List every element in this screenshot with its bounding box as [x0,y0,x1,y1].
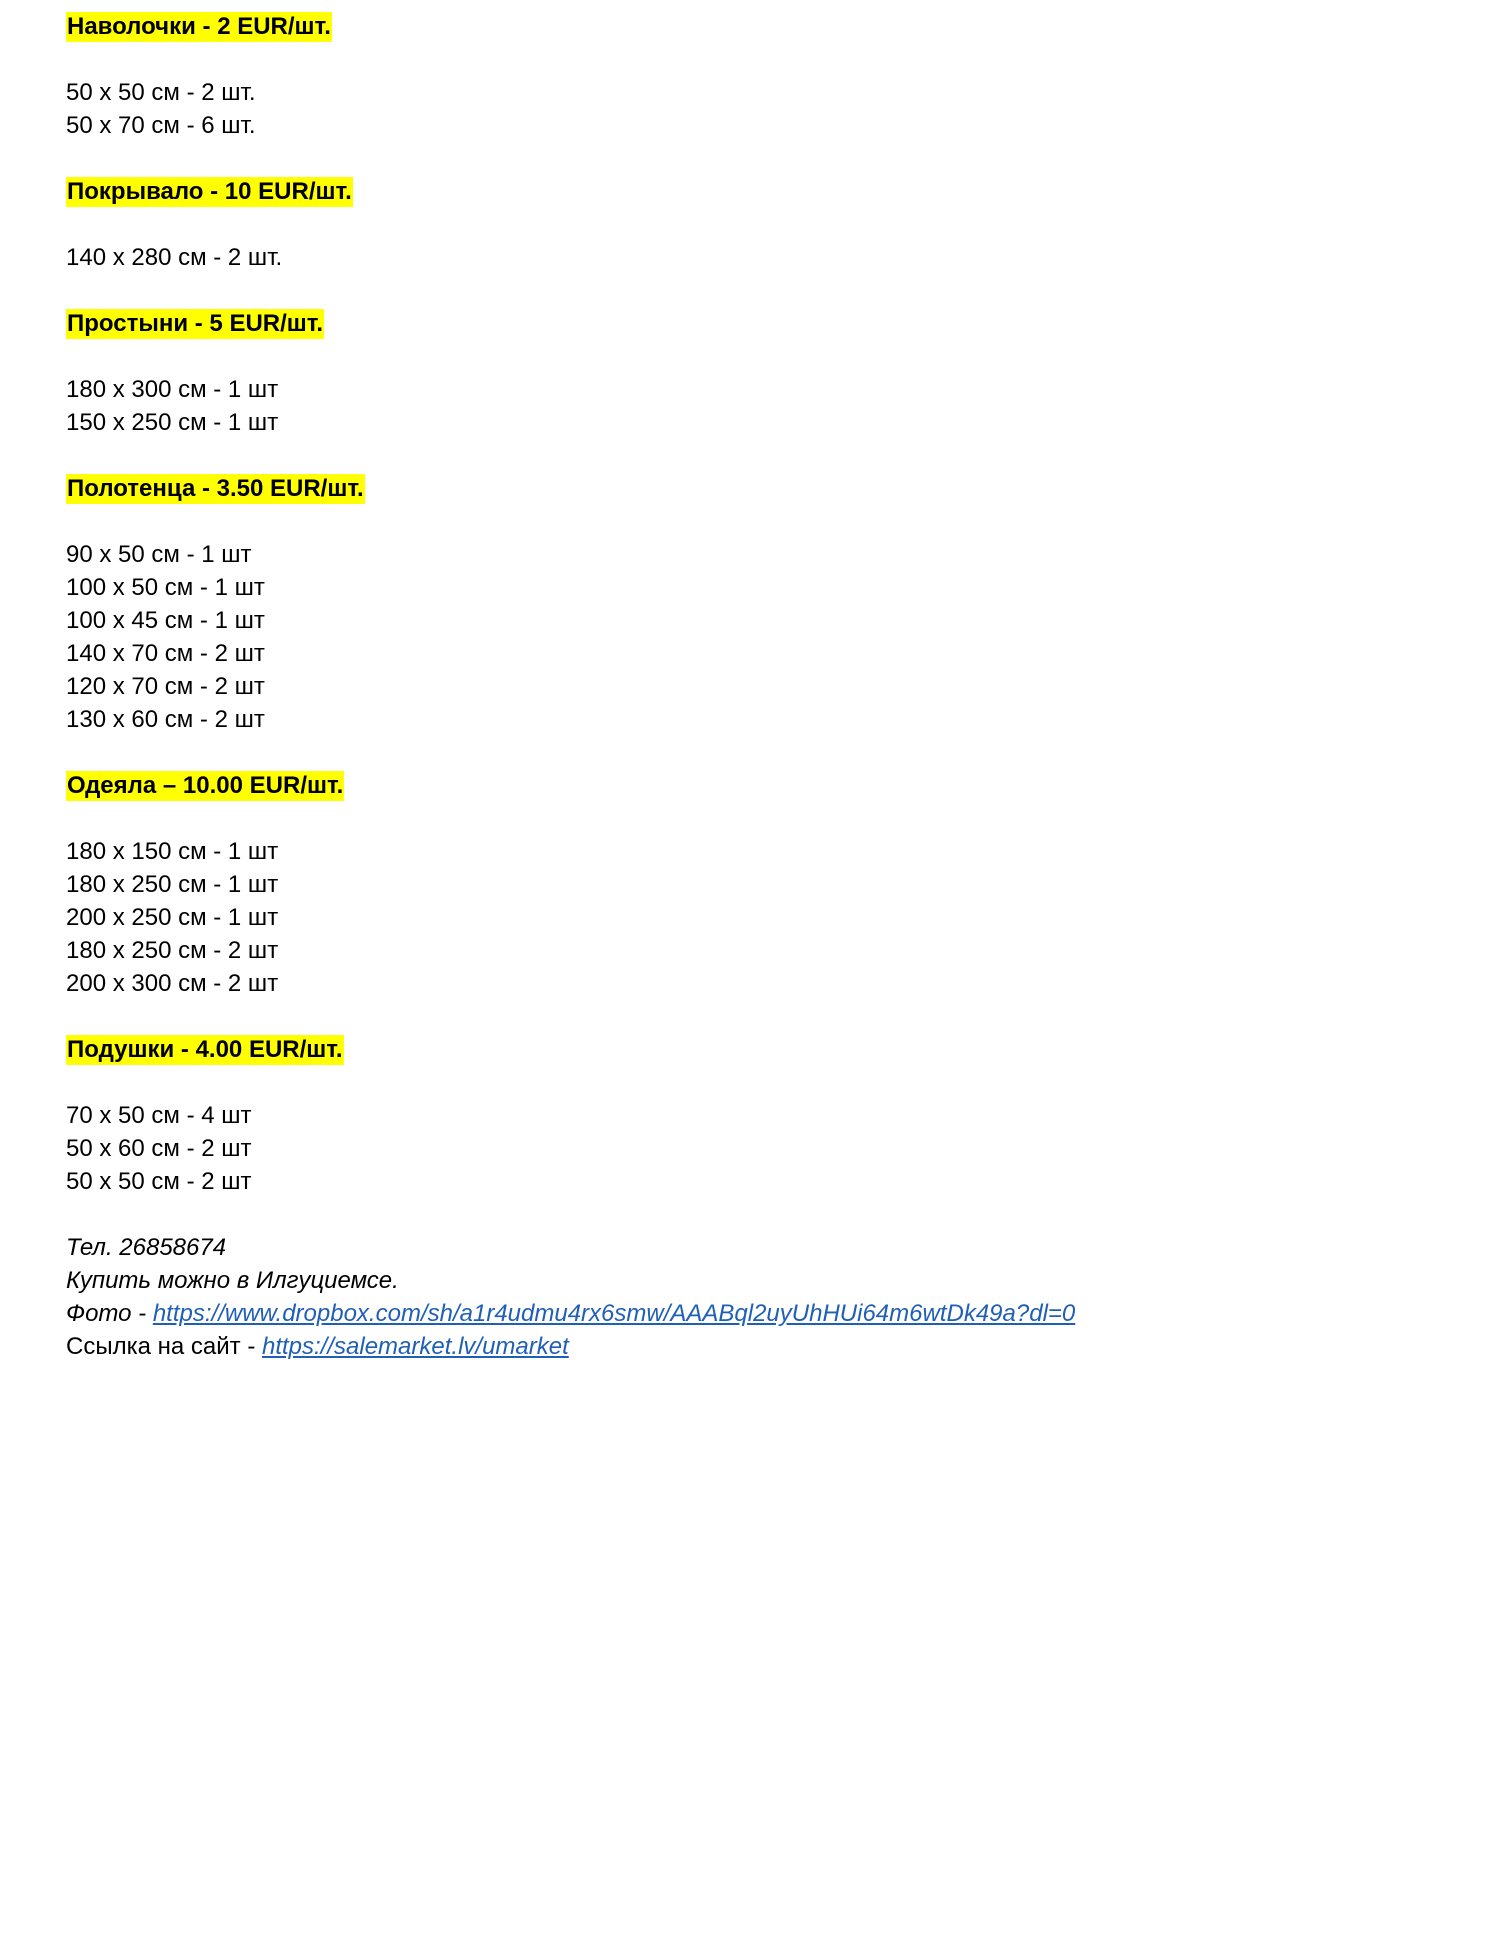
section-towels [66,472,1466,769]
section-blankets [66,769,1466,1033]
list-item: 180 x 150 см - 1 шт [66,838,279,865]
section-heading: Одеяла – 10.00 EUR/шт. [67,772,344,799]
location-text: Купить можно в Илгуциемсе. [66,1267,399,1294]
site-label: Ссылка на сайт - [66,1333,262,1360]
list-item: 180 x 250 см - 2 шт [66,937,279,964]
list-item: 130 x 60 см - 2 шт [66,706,265,733]
list-item: 50 x 50 см - 2 шт. [66,79,256,106]
photo-link[interactable]: https://www.dropbox.com/sh/a1r4udmu4rx6smw/AAABql2uyUhHUi64m6wtDk49a?dl=0 [152,1300,1076,1327]
site-link[interactable]: https://salemarket.lv/umarket [261,1333,569,1360]
document-page [66,10,1466,1363]
list-item: 200 x 250 см - 1 шт [66,904,279,931]
section-bedspread [66,175,1466,307]
list-item: 100 x 50 см - 1 шт [66,574,265,601]
section-heading: Подушки - 4.00 EUR/шт. [67,1036,343,1063]
list-item: 180 x 250 см - 1 шт [66,871,279,898]
section-heading: Наволочки - 2 EUR/шт. [67,13,331,40]
section-heading: Покрывало - 10 EUR/шт. [67,178,352,205]
list-item: 140 x 70 см - 2 шт [66,640,265,667]
section-pillowcases [66,10,1466,175]
list-item: 50 x 50 см - 2 шт [66,1168,252,1195]
list-item: 200 x 300 см - 2 шт [66,970,279,997]
photo-label: Фото - [66,1300,153,1327]
list-item: 90 x 50 см - 1 шт [66,541,252,568]
list-item: 120 x 70 см - 2 шт [66,673,265,700]
photo-line [66,1297,1466,1330]
list-item: 140 x 280 см - 2 шт. [66,244,283,271]
section-heading: Простыни - 5 EUR/шт. [67,310,324,337]
site-line [66,1330,1466,1363]
phone-text: Тел. 26858674 [66,1234,227,1261]
list-item: 50 x 70 см - 6 шт. [66,112,256,139]
list-item: 70 x 50 см - 4 шт [66,1102,252,1129]
section-sheets [66,307,1466,472]
list-item: 100 x 45 см - 1 шт [66,607,265,634]
list-item: 50 x 60 см - 2 шт [66,1135,252,1162]
list-item: 150 x 250 см - 1 шт [66,409,279,436]
section-pillows [66,1033,1466,1231]
contact-footer [66,1231,1466,1363]
list-item: 180 x 300 см - 1 шт [66,376,279,403]
section-heading: Полотенца - 3.50 EUR/шт. [67,475,364,502]
